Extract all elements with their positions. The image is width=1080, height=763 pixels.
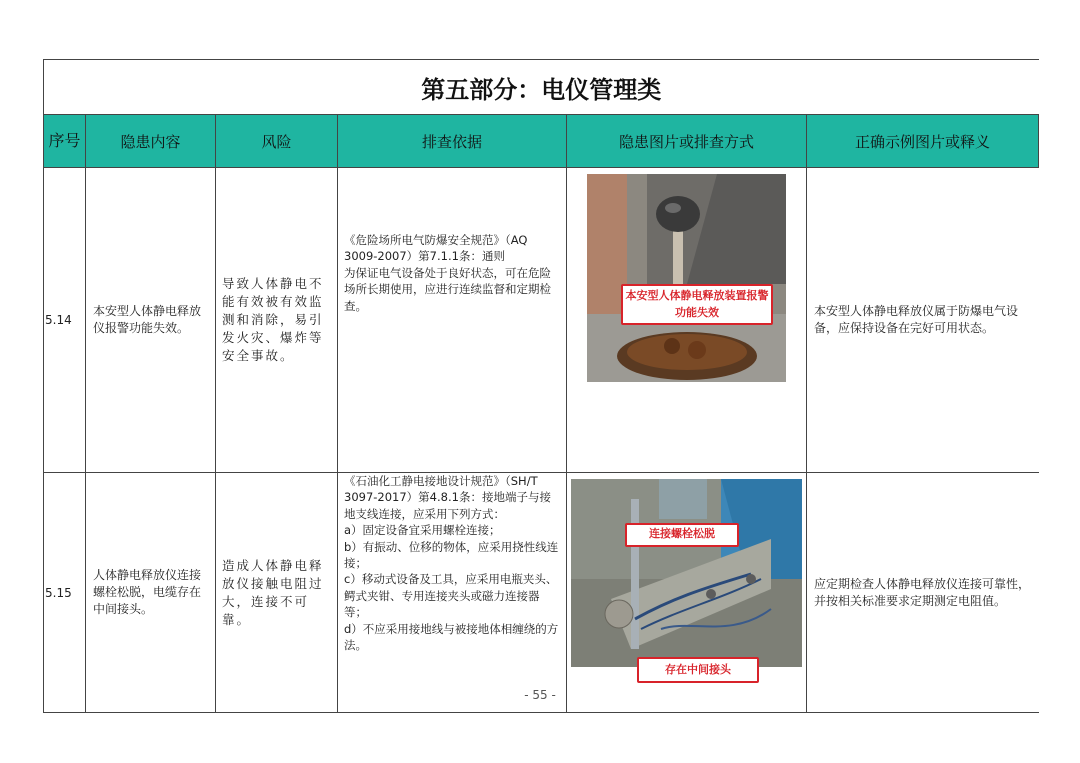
- row-content: 人体静电释放仪连接螺栓松脱，电缆存在中间接头。: [86, 473, 216, 713]
- row-content: 本安型人体静电释放仪报警功能失效。: [86, 168, 216, 473]
- header-seq: 序号: [44, 115, 86, 168]
- hazard-photo-static-release-ball: [587, 174, 786, 382]
- basis-text: 《危险场所电气防爆安全规范》（AQ 3009-2007）第7.1.1条：通则 为保证电气设备处于良好状态，可在危险场所长期使用，应进行连续监督和定期检查。: [344, 233, 551, 313]
- row-seq: 5.15: [44, 473, 86, 713]
- hazard-table: [43, 59, 1039, 713]
- row-basis: [338, 168, 567, 473]
- hazard-photo-cable-joint: [571, 479, 802, 667]
- row-risk: 导致人体静电不能有效被有效监测和消除，易引发火灾、爆炸等安全事故。: [216, 168, 338, 473]
- header-correct: 正确示例图片或释义: [807, 115, 1039, 168]
- hazard-photo-cell: [567, 473, 807, 713]
- row-basis: [338, 473, 567, 713]
- row-risk: 造成人体静电释放仪接触电阻过大，连接不可靠。: [216, 473, 338, 713]
- hazard-callout: 本安型人体静电释放装置报警功能失效: [621, 284, 773, 325]
- row-seq: 5.14: [44, 168, 86, 473]
- header-image: 隐患图片或排查方式: [567, 115, 807, 168]
- header-content: 隐患内容: [86, 115, 216, 168]
- row-correct: 本安型人体静电释放仪属于防爆电气设备，应保持设备在完好可用状态。: [807, 168, 1039, 473]
- section-title: 第五部分：电仪管理类: [44, 60, 1039, 115]
- table-row: [44, 473, 1039, 713]
- hazard-callout-cable-joint: 存在中间接头: [637, 657, 759, 683]
- row-correct: 应定期检查人体静电释放仪连接可靠性，并按相关标准要求定期测定电阻值。: [807, 473, 1039, 713]
- header-basis: 排查依据: [338, 115, 567, 168]
- hazard-photo-cell: [567, 168, 807, 473]
- header-risk: 风险: [216, 115, 338, 168]
- table-row: [44, 168, 1039, 473]
- basis-text: 《石油化工静电接地设计规范》（SH/T 3097-2017）第4.8.1条：接地端子与接地支线连接，应采用下列方式： a）固定设备宜采用螺栓连接； b）有振动、位移的物体，应采用挠性线连接； c）移动式设备及工具，应采用电瓶夹头、鳄式夹钳、专用连接夹头或磁力连接器等； d）不应采用接地线与被接地体相缠绕的方法。: [344, 474, 559, 653]
- page-number: - 55 -: [524, 688, 556, 702]
- hazard-callout-loose-bolt: 连接螺栓松脱: [625, 523, 739, 547]
